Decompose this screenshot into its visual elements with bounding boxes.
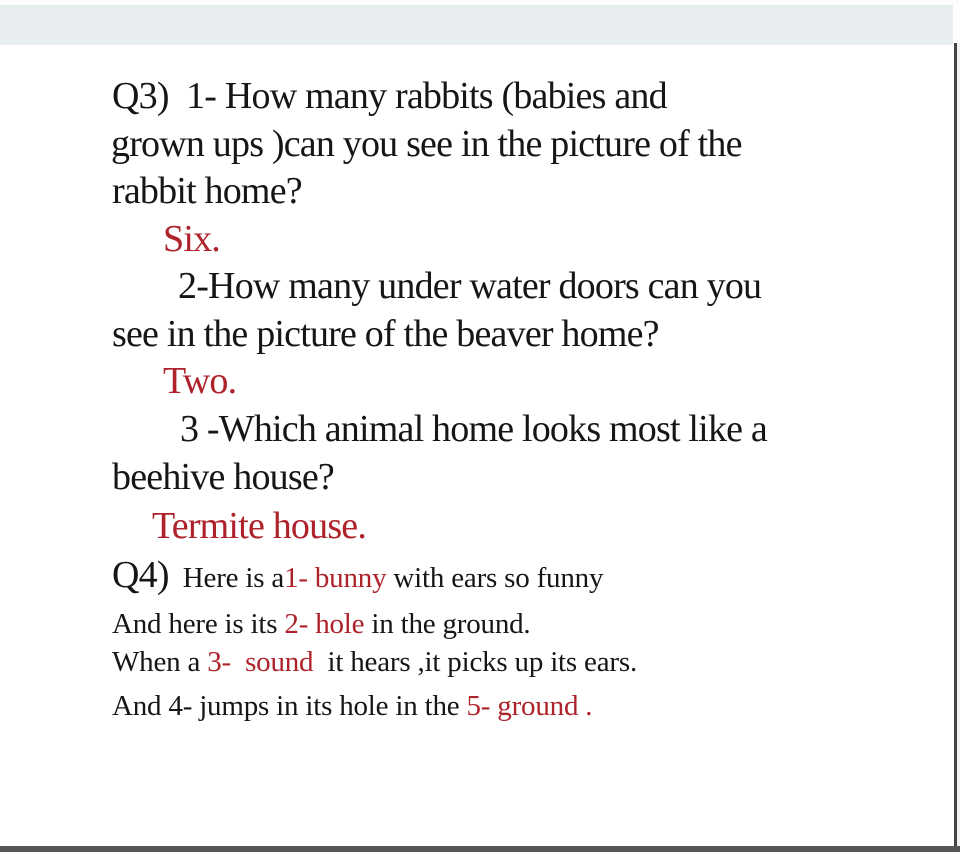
q4-line4-blank5: 5- ground . bbox=[466, 690, 593, 722]
q4-line2-blank2: 2- hole bbox=[284, 608, 365, 640]
q4-label: Q4) bbox=[112, 554, 169, 596]
q3-question2-line2: see in the picture of the beaver home? bbox=[112, 313, 659, 355]
q3-question3-line1: 3 -Which animal home looks most like a bbox=[180, 408, 767, 450]
q4-line3-text-end: it hears ,it picks up its ears. bbox=[313, 646, 637, 678]
page-bottom-edge-line bbox=[0, 846, 960, 852]
q4-rhyme-line3 bbox=[112, 644, 637, 680]
q4-line2-text-end: in the ground. bbox=[364, 608, 531, 640]
q4-line1-blank1: 1- bunny bbox=[284, 562, 387, 594]
q3-answer1: Six. bbox=[163, 218, 220, 260]
q4-line1-text: Here is a bbox=[168, 562, 285, 594]
q4-rhyme-line2 bbox=[112, 606, 530, 642]
q4-line2-text: And here is its bbox=[112, 608, 285, 640]
top-gray-bar bbox=[0, 5, 953, 45]
q4-line3-blank3: 3- sound bbox=[207, 646, 314, 678]
q3-question1-line1: Q3) 1- How many rabbits (babies and bbox=[112, 75, 667, 117]
q3-question2-line1: 2-How many under water doors can you bbox=[178, 265, 762, 307]
q4-line3-text: When a bbox=[112, 646, 208, 678]
q3-question1-line3: rabbit home? bbox=[112, 170, 302, 212]
q3-question1-line2: grown ups )can you see in the picture of the bbox=[111, 123, 742, 165]
q4-line4-text: And 4- jumps in its hole in the bbox=[112, 690, 467, 722]
q3-answer2: Two. bbox=[163, 360, 237, 402]
q3-question3-line2: beehive house? bbox=[112, 456, 334, 498]
q4-rhyme-line4 bbox=[112, 688, 592, 724]
q3-answer3: Termite house. bbox=[152, 505, 367, 547]
q4-line1-text-end: with ears so funny bbox=[386, 562, 604, 594]
q4-rhyme-line1 bbox=[112, 554, 604, 596]
